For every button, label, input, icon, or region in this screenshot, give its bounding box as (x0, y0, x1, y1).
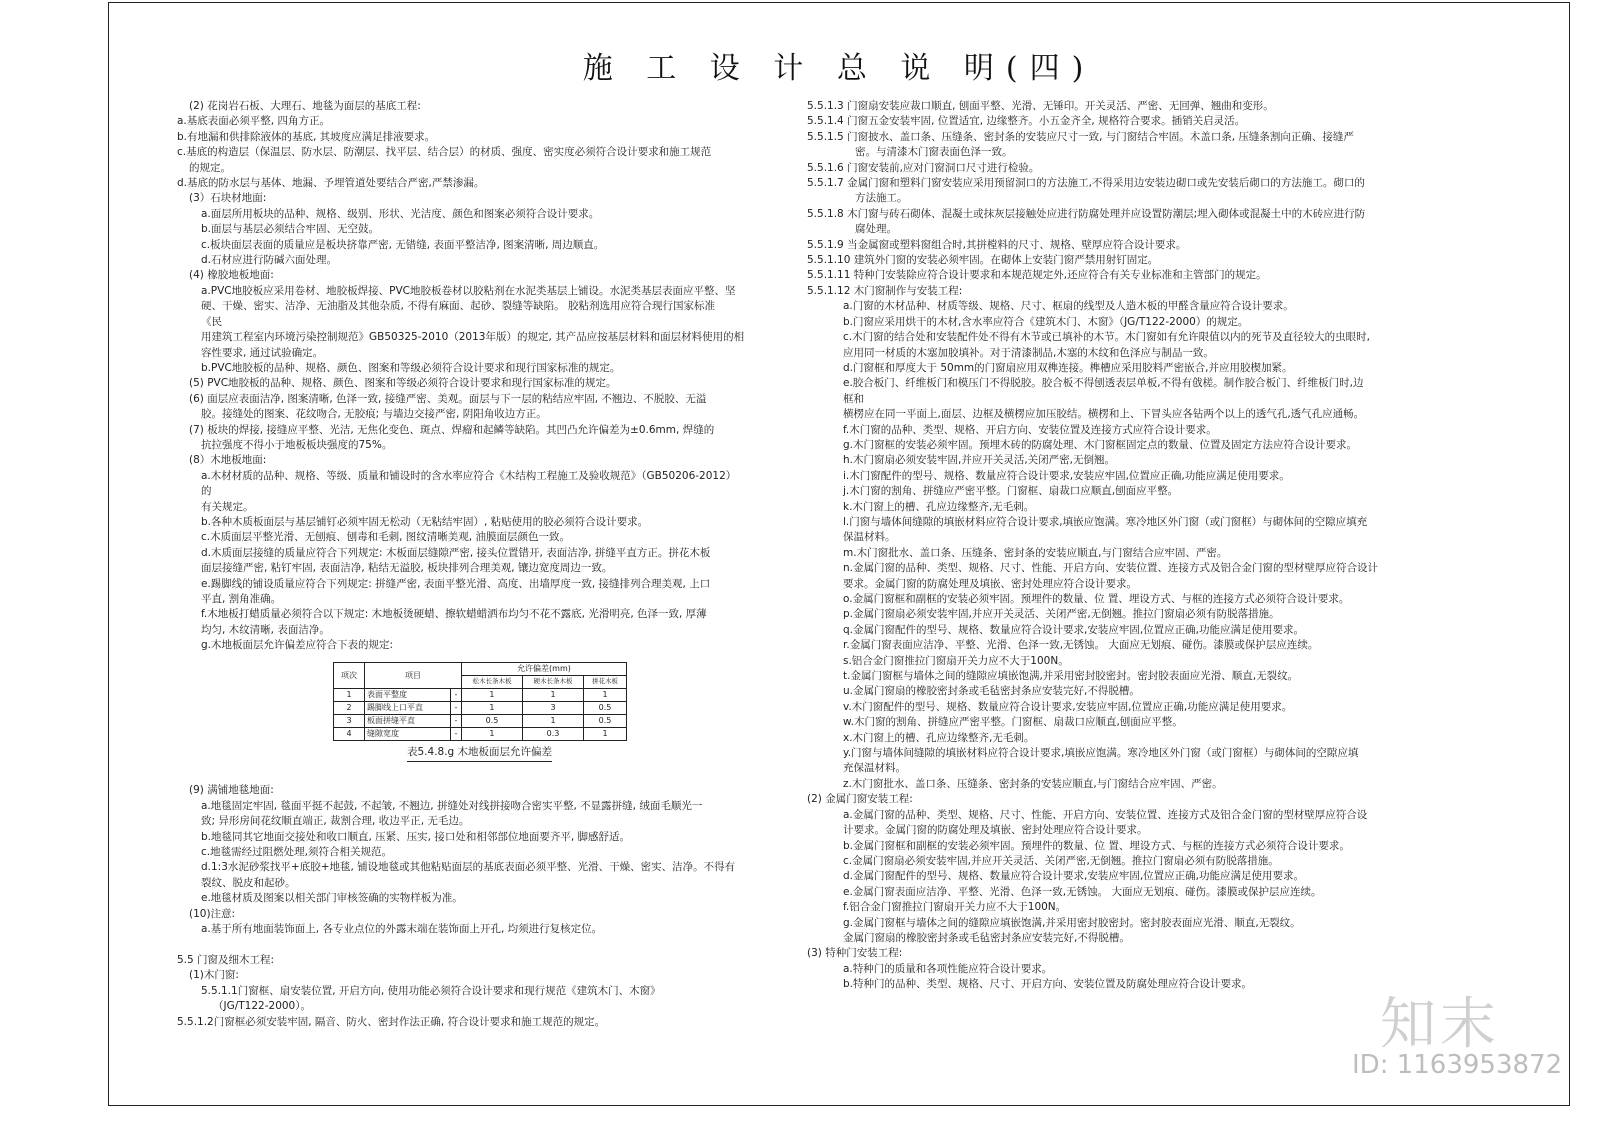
text-line: 有关规定。 (201, 500, 254, 513)
text-line: 横楞应在同一平面上,面层、边框及横楞应加压胶结。横楞和上、下冒头应各钻两个以上的透气孔,透气孔应通畅。 (843, 408, 1365, 421)
text-line: q.金属门窗配件的型号、规格、数量应符合设计要求,安装应牢固,位置应正确,功能应满足使用要求。 (843, 623, 1305, 636)
table-cell: 1 (584, 688, 627, 701)
table-row (334, 688, 627, 701)
text-line: d.基底的防水层与基体、地漏、予埋管道处要结合严密,严禁渗漏。 (177, 177, 485, 190)
text-line: a.门窗的木材品种、材质等级、规格、尺寸、框扇的线型及人造木板的甲醛含量应符合设计要求。 (843, 300, 1294, 313)
table-cell: 4 (334, 727, 365, 740)
text-line: (7) 板块的焊接, 接缝应平整、光洁, 无焦化变色、斑点、焊瘤和起鳞等缺陷。其凹凸允许偏差为±0.6mm, 焊缝的 (189, 423, 715, 436)
text-line: u.金属门窗扇的橡胶密封条或毛毡密封条应安装完好,不得脱槽。 (843, 685, 1140, 698)
text-line: 硬、干燥、密实、洁净、无油脂及其他杂质, 不得有麻面、起砂、裂缝等缺陷。 胶粘剂选用应符合现行国家标准 (201, 300, 716, 313)
text-line: a.木材材质的品种、规格、等级、质量和铺设时的含水率应符合《木结构工程施工及验收规范》（GB50206-2012） (201, 469, 737, 482)
text-line: 的规定。 (189, 161, 231, 174)
table-cell: - (450, 727, 461, 740)
text-line: 致; 异形房间花纹顺直端正, 裁割合理, 收边平正, 无毛边。 (201, 815, 470, 828)
text-line: d.木质面层接缝的质量应符合下列规定: 木板面层缝隙严密, 接头位置错开, 表面洁净, 拼缝平直方正。拼花木板 (201, 546, 711, 559)
text-line: (9) 满铺地毯地面: (189, 784, 274, 797)
deviation-table (333, 662, 627, 741)
text-line: b.面层与基层必须结合牢固、无空鼓。 (201, 223, 380, 236)
table-cell: - (450, 688, 461, 701)
text-line: g.木门窗框的安装必须牢固。预埋木砖的防腐处理、木门窗框固定点的数量、位置及固定方法应符合设计要求。 (843, 438, 1358, 451)
text-line: 《民 (201, 315, 222, 328)
text-line: c.木门窗的结合处和安装配件处不得有木节或已填补的木节。木门窗如有允许限值以内的死节及直径较大的虫眼时, (843, 331, 1370, 344)
text-line (177, 937, 817, 952)
text-line: o.金属门窗框和副框的安装必须牢固。预埋件的数量、位 置、埋设方式、与框的连接方式必须符合设计要求。 (843, 593, 1350, 605)
text-line: 金属门窗扇的橡胶密封条或毛毡密封条应安装完好,不得脱槽。 (843, 931, 1130, 944)
table-cell: 0.5 (584, 701, 627, 714)
text-line: 5.5.1.10 建筑外门窗的安装必须牢固。在砌体上安装门窗严禁用射钉固定。 (807, 254, 1159, 267)
text-line: (3）石块材地面: (189, 192, 267, 205)
text-line: n.金属门窗的品种、类型、规格、尺寸、性能、开启方向、安装位置、连接方式及铝合金门窗的型材壁厚应符合设计 (843, 562, 1378, 575)
text-line: f.木地板打蜡质量必须符合以下规定: 木地板烫硬蜡、擦软蜡蜡洒布均匀不花不露底, 光滑明亮, 色泽一致, 厚薄 (201, 608, 707, 621)
text-line: b.各种木质板面层与基层铺钉必须牢固无松动（无粘结牢固）, 粘贴使用的胶必须符合设计要求。 (201, 515, 649, 528)
text-line: d.门窗框和厚度大于 50mm的门窗扇应用双榫连接。榫槽应采用胶料严密嵌合,并应用胶楔加紧。 (843, 361, 1293, 374)
text-line: x.木门窗上的槽、孔应边缘整齐,无毛刺。 (843, 731, 1035, 744)
text-line: 5.5.1.12 木门窗制作与安装工程: (807, 284, 963, 297)
text-line: a.PVC地胶板应采用卷材、地胶板焊接、PVC地胶板卷材以胶粘剂在水泥类基层上铺设。水泥类基层表面应平整、坚 (201, 284, 736, 297)
table-subheader: 硬木长条木板 (522, 675, 583, 688)
text-line: 计要求。金属门窗的防腐处理及填嵌、密封处理应符合设计要求。 (843, 824, 1148, 837)
text-line: v.木门窗配件的型号、规格、数量应符合设计要求,安装应牢固,位置应正确,功能应满足使用要求。 (843, 700, 1293, 713)
text-line: e.金属门窗表面应洁净、平整、光滑、色泽一致,无锈蚀。 大面应无划痕、碰伤。漆膜或保护层应连续。 (843, 885, 1322, 898)
text-line: 裂纹、脱皮和起砂。 (201, 876, 296, 889)
left-text-block (177, 99, 817, 654)
deviation-table-block (333, 662, 633, 768)
text-line: (3) 特种门安装工程: (807, 947, 903, 960)
text-line: c.金属门窗扇必须安装牢固,并应开关灵活、关闭严密,无倒翘。推拉门窗扇必须有防脱落措施。 (843, 854, 1279, 867)
text-line: b.有地漏和供排除液体的基底, 其坡度应满足排液要求。 (177, 130, 436, 143)
text-line: 5.5.1.6 门窗安装前,应对门窗洞口尺寸进行检验。 (807, 161, 1040, 174)
right-text-block (807, 99, 1467, 993)
text-line: f.铝合金门窗推拉门窗扇开关力应不大于100N。 (843, 901, 1067, 914)
table-cell: 板面拼缝平直 (365, 714, 451, 727)
text-line: 应用同一材质的木塞加胶填补。对于清漆制品,木塞的木纹和色泽应与制品一致。 (843, 346, 1214, 359)
table-row (334, 727, 627, 740)
text-line: d.石材应进行防碱六面处理。 (201, 254, 338, 267)
text-line: 5.5.1.9 当金属窗或塑料窗组合时,其拼樘料的尺寸、规格、壁厚应符合设计要求。 (807, 238, 1187, 251)
table-cell: 1 (522, 688, 583, 701)
text-line: c.地毯需经过阻燃处理,须符合相关规范。 (201, 846, 392, 859)
table-subheader: 松木长条木板 (461, 675, 522, 688)
table-header-no: 项次 (334, 662, 365, 688)
text-line: 5.5.1.3 门窗扇安装应裁口顺直, 刨面平整、光滑、无锤印。开关灵活、严密、无回弹、翘曲和变形。 (807, 100, 1274, 112)
text-line: 密。与清漆木门窗表面色泽一致。 (855, 146, 1013, 159)
text-line: a.地毯固定牢固, 毯面平挺不起鼓, 不起皱, 不翘边, 拼缝处对线拼接吻合密实平整, 不显露拼缝, 绒面毛顺光一 (201, 799, 703, 812)
text-line: 充保温材料。 (843, 762, 906, 775)
left-text-block-2 (177, 783, 817, 1030)
text-line: (5) PVC地胶板的品种、规格、颜色、图案和等级必须符合设计要求和现行国家标准的规定。 (189, 377, 617, 390)
text-line: (6) 面层应表面洁净, 图案清晰, 色泽一致, 接缝严密、美观。面层与下一层的粘结应牢固, 不翘边、不脱胶、无溢 (189, 392, 707, 405)
table-row (334, 714, 627, 727)
text-line: d.1:3水泥砂浆找平+底胶+地毯, 铺设地毯或其他粘贴面层的基底表面必须平整、光滑、干燥、密实、洁净。不得有 (201, 861, 736, 874)
table-caption: 表5.4.8.g 木地板面层允许偏差 (407, 745, 552, 762)
text-line: 要求。金属门窗的防腐处理及填嵌、密封处理应符合设计要求。 (843, 577, 1137, 590)
text-line: (10)注意: (189, 907, 236, 920)
text-line: 均匀, 木纹清晰, 表面洁净。 (201, 623, 330, 636)
left-column (177, 99, 817, 1030)
text-line: l.门窗与墙体间缝隙的填嵌材料应符合设计要求,填嵌应饱满。寒冷地区外门窗（或门窗框）与砌体间的空隙应填充 (843, 515, 1368, 528)
text-line: a.金属门窗的品种、类型、规格、尺寸、性能、开启方向、安装位置、连接方式及铝合金门窗的型材壁厚应符合设 (843, 808, 1368, 821)
text-line: b.门窗应采用烘干的木材,含水率应符合《建筑木门、木窗》（JG/T122-2000）的规定。 (843, 315, 1249, 328)
text-line: i.木门窗配件的型号、规格、数量应符合设计要求,安装应牢固,位置应正确,功能应满足使用要求。 (843, 469, 1290, 482)
text-line: g.木地板面层允许偏差应符合下表的规定: (201, 639, 394, 652)
text-line: g.金属门窗框与墙体之间的缝隙应填嵌饱满,并采用密封胶密封。密封胶表面应光滑、顺直,无裂纹。 (843, 916, 1301, 929)
page-title: 施 工 设 计 总 说 明(四) (582, 51, 1096, 86)
text-line: 胶。接缝处的图案、花纹吻合, 无胶痕; 与墙边交接严密, 阴阳角收边方正。 (201, 408, 547, 421)
table-cell: 缝隙宽度 (365, 727, 451, 740)
table-cell: 1 (522, 714, 583, 727)
text-line: (8）木地板地面: (189, 454, 267, 467)
table-cell: 1 (584, 727, 627, 740)
text-line: 5.5.1.1门窗框、扇安装位置, 开启方向, 使用功能必须符合设计要求和现行规范《建筑木门、木窗》 (201, 984, 661, 997)
text-line: a.特种门的质量和各项性能应符合设计要求。 (843, 962, 1053, 975)
text-line: 框和 (843, 392, 864, 405)
text-line: c.板块面层表面的质量应是板块挤靠严密, 无错缝, 表面平整洁净, 图案清晰, 周边顺直。 (201, 238, 605, 251)
table-cell: 踢脚线上口平直 (365, 701, 451, 714)
text-line: a.面层所用板块的品种、规格、级别、形状、光洁度、颜色和图案必须符合设计要求。 (201, 207, 600, 220)
text-line: e.踢脚线的铺设质量应符合下列规定: 拼缝严密, 表面平整光滑、高度、出墙厚度一致, 接缝排列合理美观, 上口 (201, 577, 711, 590)
table-cell: 1 (461, 688, 522, 701)
text-line: 平直, 割角准确。 (201, 593, 282, 605)
table-cell: 表面平整度 (365, 688, 451, 701)
text-line: a.基于所有地面装饰面上, 各专业点位的外露末端在装饰面上开孔, 均须进行复核定位。 (201, 923, 603, 936)
text-line: b.金属门窗框和副框的安装必须牢固。预埋件的数量、位 置、埋设方式、与框的连接方式必须符合设计要求。 (843, 839, 1350, 852)
text-line: (2) 花岗岩石板、大理石、地毯为面层的基底工程: (189, 100, 421, 112)
text-line: 5.5.1.11 特种门安装除应符合设计要求和本规范规定外,还应符合有关专业标准和主管部门的规定。 (807, 269, 1267, 282)
text-line: 5.5.1.5 门窗披水、盖口条、压缝条、密封条的安装应尺寸一致, 与门窗结合牢固。木盖口条, 压缝条割向正确、接缝严 (807, 130, 1354, 143)
text-line: k.木门窗上的槽、孔应边缘整齐,无毛刺。 (843, 500, 1035, 513)
text-line: 5.5.1.8 木门窗与砖石砌体、混凝土或抹灰层接触处应进行防腐处理并应设置防潮层;埋入砌体或混凝土中的木砖应进行防 (807, 207, 1366, 220)
text-line: （JG/T122-2000）。 (213, 1000, 311, 1013)
text-line: 5.5.1.7 金属门窗和塑料门窗安装应采用预留洞口的方法施工,不得采用边安装边砌口或先安装后砌口的方法施工。砌口的 (807, 177, 1365, 190)
text-line: 5.5.1.2门窗框必须安装牢固, 隔音、防火、密封作法正确, 符合设计要求和施工规范的规定。 (177, 1015, 606, 1028)
table-cell: 0.3 (522, 727, 583, 740)
text-line: f.木门窗的品种、类型、规格、开启方向、安装位置及连接方式应符合设计要求。 (843, 423, 1217, 436)
text-line: a.基底表面必须平整, 四角方正。 (177, 115, 330, 128)
text-line: m.木门窗批水、盖口条、压缝条、密封条的安装应顺直,与门窗结合应牢固、严密。 (843, 546, 1228, 559)
text-line: 保温材料。 (843, 531, 896, 544)
table-cell: - (450, 714, 461, 727)
text-line: 的 (201, 485, 212, 498)
text-line: c.基底的构造层（保温层、防水层、防潮层、找平层、结合层）的材质、强度、密实度必须符合设计要求和施工规范 (177, 146, 712, 159)
text-line: b.特种门的品种、类型、规格、尺寸、开启方向、安装位置及防腐处理应符合设计要求。 (843, 978, 1253, 991)
right-column (807, 99, 1467, 993)
text-line: s.铝合金门窗推拉门窗扇开关力应不大于100N。 (843, 654, 1069, 667)
table-cell: 0.5 (584, 714, 627, 727)
text-line: 面层接缝严密, 粘钉牢固, 表面洁净, 粘结无溢胶, 板块排列合理美观, 镶边宽度周边一致。 (201, 562, 613, 575)
text-line: z.木门窗批水、盖口条、压缝条、密封条的安装应顺直,与门窗结合应牢固、严密。 (843, 777, 1223, 790)
watermark-id: ID: 1163953872 (1352, 1050, 1563, 1080)
text-line: h.木门窗扇必须安装牢固,并应开关灵活,关闭严密,无倒翘。 (843, 454, 1116, 467)
table-subheader: 拼花木板 (584, 675, 627, 688)
text-line: (1)木门窗: (189, 969, 239, 982)
table-cell: 1 (461, 727, 522, 740)
text-line: 抗拉强度不得小于地板板块强度的75%。 (201, 438, 393, 451)
table-cell: 3 (522, 701, 583, 714)
text-line: b.地毯同其它地面交接处和收口顺直, 压紧、压实, 接口处和相邻部位地面要齐平, 脚感舒适。 (201, 830, 631, 843)
text-line: 腐处理。 (855, 223, 897, 236)
text-line: c.木质面层平整光滑、无刨痕、刨毒和毛刺, 图纹清晰美观, 油膜面层颜色一致。 (201, 531, 570, 544)
text-line: b.PVC地胶板的品种、规格、颜色、图案和等级必须符合设计要求和现行国家标准的规定。 (201, 361, 621, 374)
text-line: w.木门窗的割角、拼缝应严密平整。门窗框、扇裁口应顺直,刨面应平整。 (843, 716, 1183, 729)
text-line: y.门窗与墙体间缝隙的填嵌材料应符合设计要求,填嵌应饱满。寒冷地区外门窗（或门窗框）与砌体间的空隙应填 (843, 747, 1359, 760)
text-line: 用建筑工程室内环境污染控制规范》GB50325-2010（2013年版）的规定, 其产品应按基层材料和面层材料使用的相 (201, 331, 745, 344)
text-line: r.金属门窗表面应洁净、平整、光滑、色泽一致,无锈蚀。 大面应无划痕、碰伤。漆膜或保护层应连续。 (843, 639, 1319, 652)
text-line: j.木门窗的割角、拼缝应严密平整。门窗框、扇裁口应顺直,刨面应平整。 (843, 485, 1179, 498)
text-line: t.金属门窗框与墙体之间的缝隙应填嵌饱满,并采用密封胶密封。密封胶表面应光滑、顺直,无裂纹。 (843, 670, 1299, 683)
text-line: (2) 金属门窗安装工程: (807, 793, 913, 806)
text-line: e.胶合板门、纤维板门和模压门不得脱胶。胶合板不得刨透表层单板,不得有戗槎。制作胶合板门、纤维板门时,边 (843, 377, 1364, 390)
table-cell: 2 (334, 701, 365, 714)
table-header-deviation: 允许偏差(mm) (461, 662, 626, 675)
table-cell: - (450, 701, 461, 714)
table-cell: 1 (334, 688, 365, 701)
text-line: 5.5.1.4 门窗五金安装牢固, 位置适宜, 边缘整齐。小五金齐全, 规格符合要求。插销关启灵活。 (807, 115, 1246, 128)
text-line: d.金属门窗配件的型号、规格、数量应符合设计要求,安装应牢固,位置应正确,功能应满足使用要求。 (843, 870, 1305, 883)
table-cell: 1 (461, 701, 522, 714)
table-row (334, 701, 627, 714)
table-cell: 0.5 (461, 714, 522, 727)
text-line: p.金属门窗扇必须安装牢固,并应开关灵活、关闭严密,无倒翘。推拉门窗扇必须有防脱落措施。 (843, 608, 1280, 621)
drawing-sheet (108, 2, 1570, 1106)
table-cell: 3 (334, 714, 365, 727)
text-line: e.地毯材质及图案以相关部门审核签确的实物样板为准。 (201, 892, 463, 905)
watermark-logo: 知末 (1380, 992, 1500, 1057)
table-header-item: 项目 (365, 662, 462, 688)
text-line: (4) 橡胶地板地面: (189, 269, 274, 282)
text-line: 5.5 门窗及细木工程: (177, 953, 275, 966)
text-line: 方法施工。 (855, 192, 908, 205)
text-line: 容性要求, 通过试验确定。 (201, 346, 324, 359)
